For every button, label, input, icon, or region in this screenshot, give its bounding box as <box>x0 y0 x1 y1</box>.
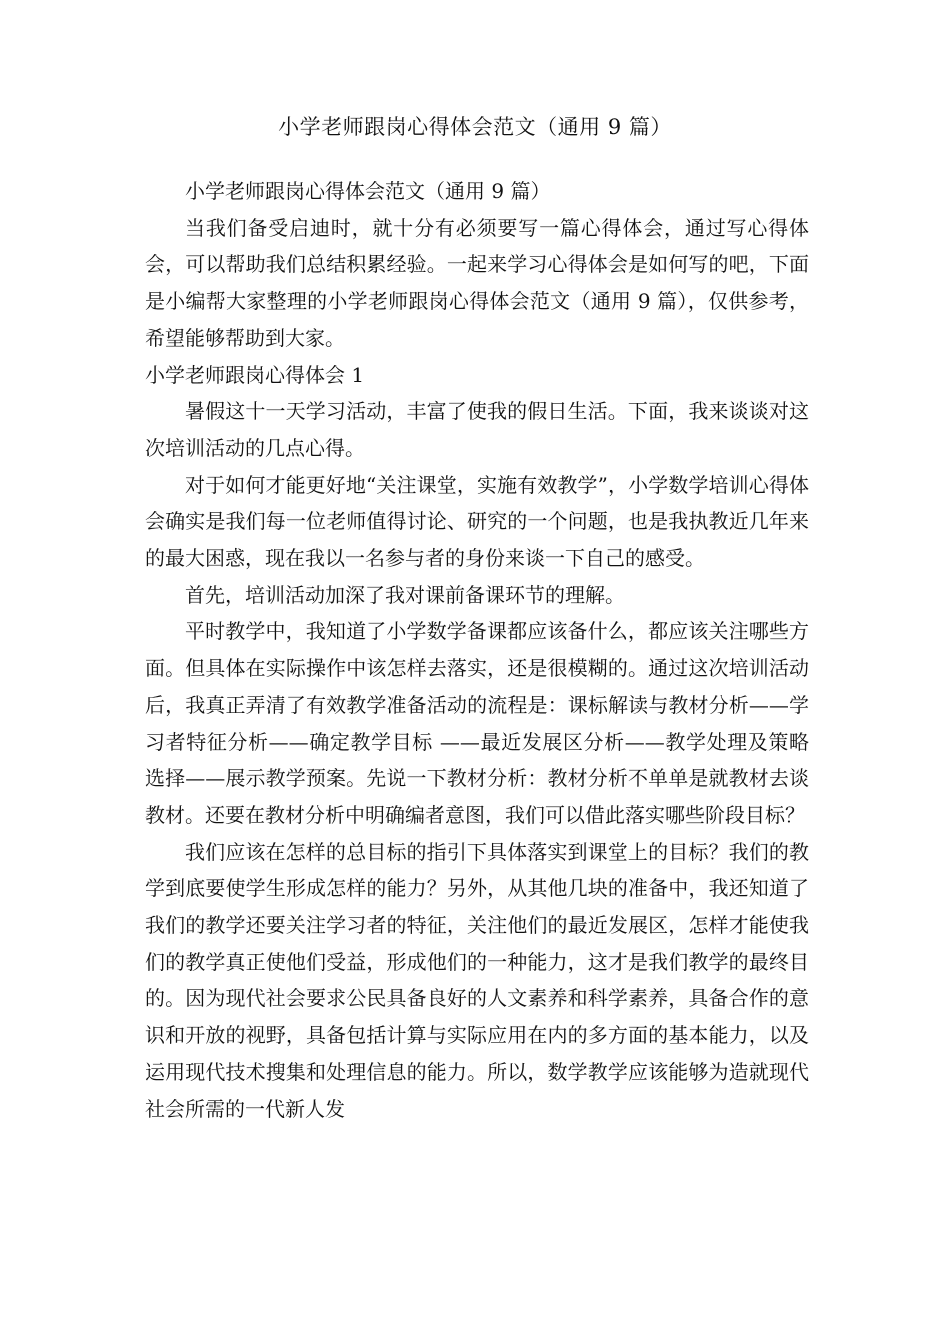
body-paragraph: 暑假这十一天学习活动，丰富了使我的假日生活。下面，我来谈谈对这次培训活动的几点心得。 <box>145 399 809 460</box>
document-title: 小学老师跟岗心得体会范文（通用 9 篇） <box>278 115 672 139</box>
body-paragraph: 对于如何才能更好地“关注课堂，实施有效教学”，小学数学培训心得体会确实是我们每一位老师值得讨论、研究的一个问题，也是我执教近几年来的最大困惑，现在我以一名参与者的身份来谈一下自己的感受。 <box>145 472 809 571</box>
body-paragraph: 当我们备受启迪时，就十分有必须要写一篇心得体会，通过写心得体会，可以帮助我们总结积累经验。一起来学习心得体会是如何写的吧，下面是小编帮大家整理的小学老师跟岗心得体会范文（通用 9 篇），仅供参考，希望能够帮助到大家。 <box>145 215 809 350</box>
document-body <box>145 173 809 1127</box>
body-paragraph: 首先，培训活动加深了我对课前备课环节的理解。 <box>185 582 625 607</box>
body-paragraph: 我们应该在怎样的总目标的指引下具体落实到课堂上的目标？我们的教学到底要使学生形成怎样的能力？另外，从其他几块的准备中，我还知道了我们的教学还要关注学习者的特征，关注他们的最近发展区，怎样才能使我们的教学真正使他们受益，形成他们的一种能力，这才是我们教学的最终目的。因为现代社会要求公民具备良好的人文素养和科学素养，具备合作的意识和开放的视野，具备包括计算与实际应用在内的多方面的基本能力，以及运用现代技术搜集和处理信息的能力。所以，数学教学应该能够为造就现代社会所需的一代新人发 <box>145 839 809 1121</box>
section-heading: 小学老师跟岗心得体会 1 <box>145 362 365 387</box>
body-paragraph: 平时教学中，我知道了小学数学备课都应该备什么，都应该关注哪些方面。但具体在实际操作中该怎样去落实，还是很模糊的。通过这次培训活动后，我真正弄清了有效教学准备活动的流程是：课标解读与教材分析——学习者特征分析——确定教学目标 ——最近发展区分析——教学处理及策略选择——展示教学预案。先说一下教材分析：教材分析不单单是就教材去谈教材。还要在教材分析中明确编者意图，我们可以借此落实哪些阶段目标？ <box>145 619 809 827</box>
body-paragraph: 小学老师跟岗心得体会范文（通用 9 篇） <box>185 179 551 203</box>
